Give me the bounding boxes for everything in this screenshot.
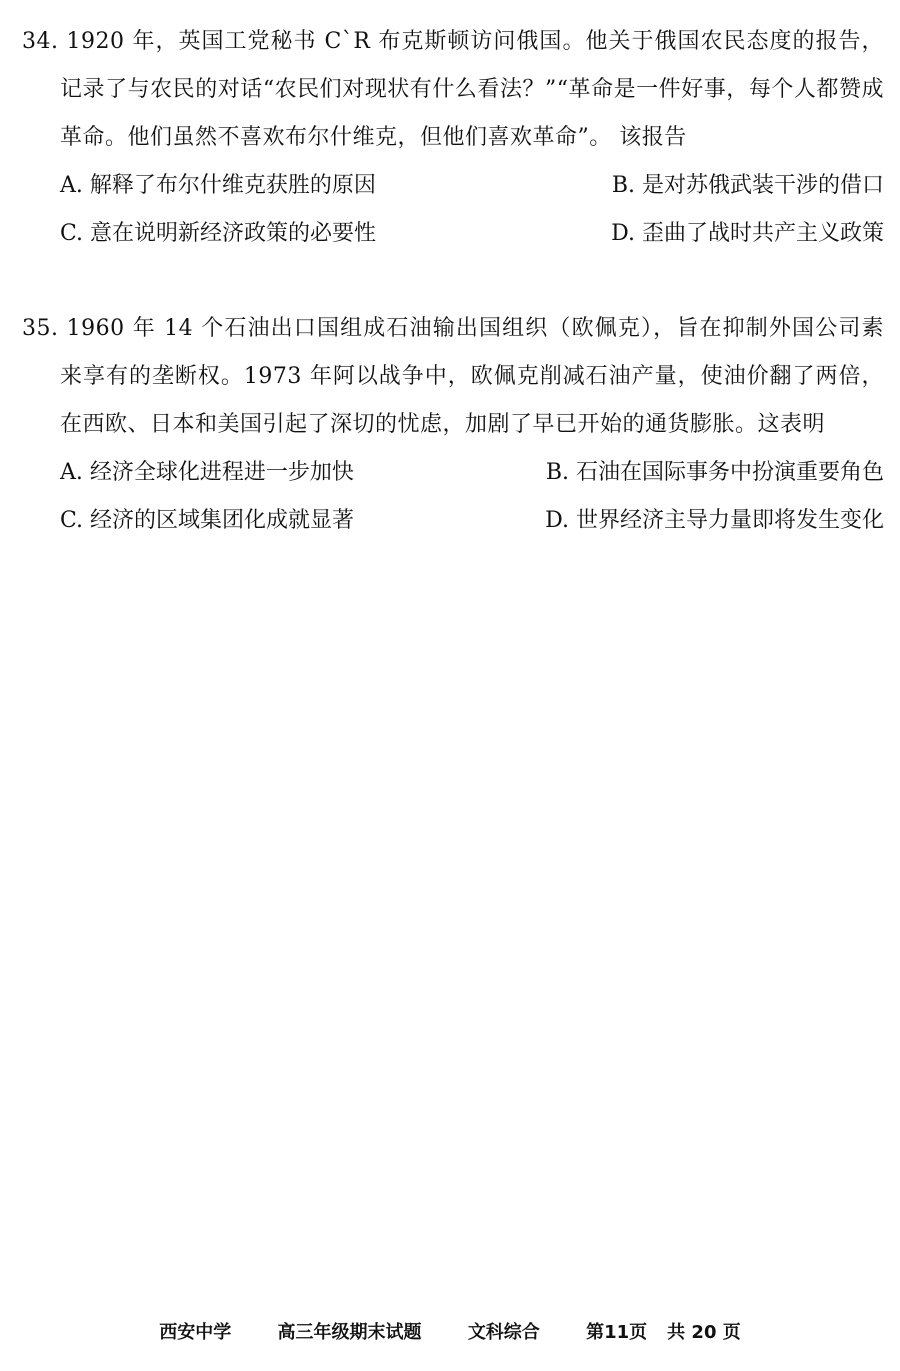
question-text: 1960 年 14 个石油出口国组成石油输出国组织（欧佩克），旨在抑制外国公司素来享有的垄断权。1973 年阿以战争中，欧佩克削减石油产量，使油价翻了两倍，在西欧、日本和美国引起了深切的忧虑，加剧了早已开始的通货膨胀。这表明 xyxy=(60,316,885,437)
option-label: B. xyxy=(611,173,635,198)
option-text: 经济全球化进程进一步加快 xyxy=(89,460,354,485)
option-d[interactable] xyxy=(611,210,884,258)
option-text: 歪曲了战时共产主义政策 xyxy=(641,221,884,246)
option-label: A. xyxy=(60,460,83,485)
footer-exam: 高三年级期末试题 xyxy=(277,1322,422,1343)
option-c[interactable] xyxy=(60,210,376,258)
question-number: 35. xyxy=(22,316,59,341)
option-text: 经济的区域集团化成就显著 xyxy=(90,508,355,533)
option-a[interactable] xyxy=(60,162,376,210)
question-number: 34. xyxy=(22,29,59,54)
option-label: C. xyxy=(60,508,84,533)
option-list xyxy=(22,162,884,258)
footer-total: 共 20 页 xyxy=(667,1322,741,1343)
question-stem xyxy=(22,18,884,162)
option-c[interactable] xyxy=(60,497,354,545)
option-label: B. xyxy=(545,460,569,485)
option-text: 石油在国际事务中扮演重要角色 xyxy=(575,460,884,485)
option-text: 意在说明新经济政策的必要性 xyxy=(90,221,377,246)
footer-page: 第11页 xyxy=(586,1322,648,1343)
option-b[interactable] xyxy=(612,162,884,210)
question-35 xyxy=(22,305,884,545)
option-a[interactable] xyxy=(60,449,354,497)
question-text: 1920 年，英国工党秘书 C`R 布克斯顿访问俄国。他关于俄国农民态度的报告，记录了与农民的对话“农民们对现状有什么看法？”“革命是一件好事，每个人都赞成革命。他们虽然不喜欢布尔什维克，但他们喜欢革命”。 该报告 xyxy=(60,29,884,150)
option-text: 世界经济主导力量即将发生变化 xyxy=(575,508,884,533)
option-b[interactable] xyxy=(546,449,884,497)
footer-subject: 文科综合 xyxy=(467,1322,540,1343)
option-row xyxy=(60,162,884,210)
option-row xyxy=(60,497,884,545)
option-label: D. xyxy=(611,221,635,246)
option-row xyxy=(60,449,884,497)
option-d[interactable] xyxy=(545,497,884,545)
page-footer xyxy=(0,1318,900,1344)
option-row xyxy=(60,210,884,258)
option-label: C. xyxy=(60,221,84,246)
option-label: A. xyxy=(60,173,83,198)
question-34 xyxy=(22,18,884,258)
option-label: D. xyxy=(545,508,569,533)
question-stem xyxy=(22,305,884,449)
option-list xyxy=(22,449,884,545)
footer-school: 西安中学 xyxy=(159,1322,232,1343)
option-text: 是对苏俄武装干涉的借口 xyxy=(641,173,884,198)
option-text: 解释了布尔什维克获胜的原因 xyxy=(89,173,376,198)
